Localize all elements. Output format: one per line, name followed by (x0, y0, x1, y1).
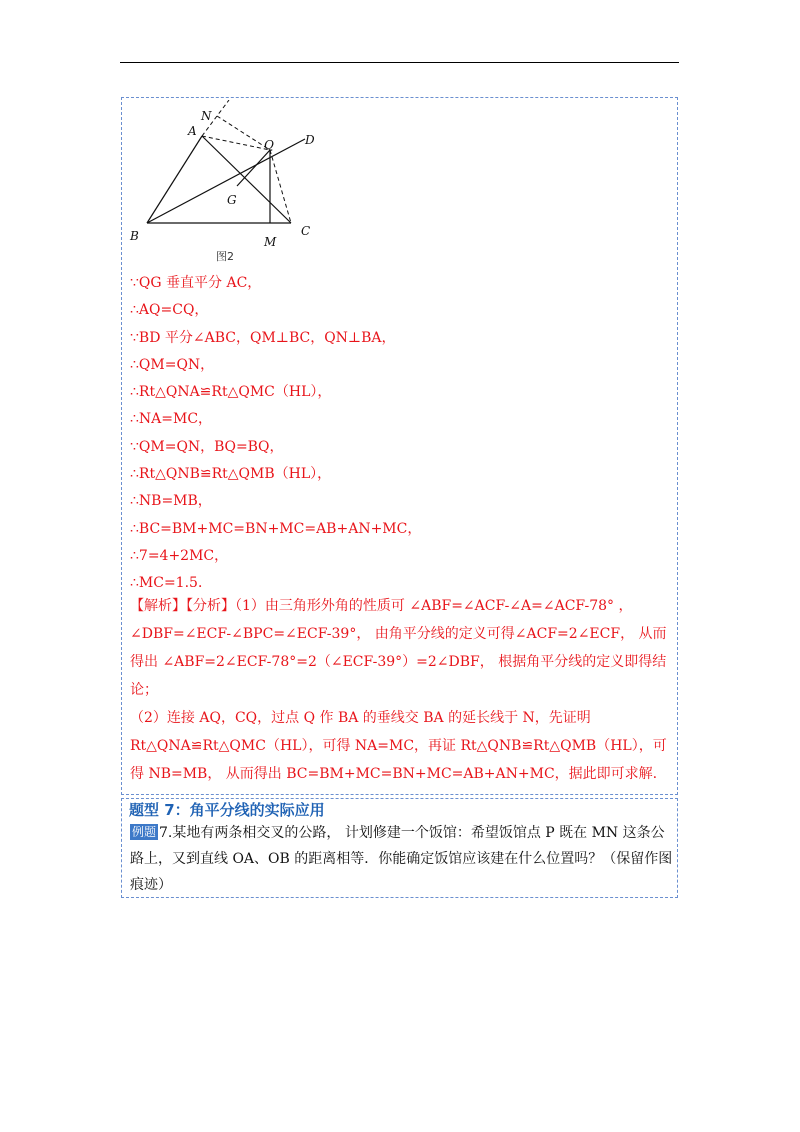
solution-line: ∴Rt△QNB≌Rt△QMB（HL）， (130, 466, 332, 483)
label-a: A (188, 124, 197, 138)
segment-ac (202, 136, 291, 223)
solution-lines (130, 270, 675, 598)
analysis-part-2: （2）连接 AQ，CQ，过点 Q 作 BA 的垂线交 BA 的延长线于 N，先证明 Rt△QNA≌Rt△QMC（HL），可得 NA=MC，再证 Rt△QNB≌Rt△QMB（HL），可得 NB=MB， 从而得出 BC=BM+MC=BN+MC=AB+AN+MC，据此即可求解. (130, 710, 667, 782)
solution-line: ∴MC=1.5． (130, 575, 212, 592)
figure-caption: 图2 (216, 250, 234, 263)
solution-line: ∴BC=BM+MC=BN+MC=AB+AN+MC， (130, 520, 422, 537)
analysis-block (130, 592, 675, 788)
solution-line: ∴NA=MC， (130, 411, 213, 428)
example-question (130, 820, 675, 898)
solution-line: ∴AQ=CQ， (130, 302, 209, 319)
section-title: 题型 7：角平分线的实际应用 (129, 801, 325, 819)
header-rule (120, 62, 679, 63)
solution-line: ∵QG 垂直平分 AC， (130, 275, 262, 291)
label-n: N (201, 109, 212, 123)
label-g: G (227, 193, 237, 207)
solution-line: ∴7=4+2MC， (130, 547, 229, 564)
example-block (130, 820, 675, 898)
solution-line: ∵QM=QN，BQ=BQ， (130, 438, 284, 455)
analysis-part-1: 【解析】【分析】（1）由三角形外角的性质可 ∠ABF=∠ACF-∠A=∠ACF-78° ， ∠DBF=∠ECF-∠BPC=∠ECF-39°， 由角平分线的定义可得∠ACF=2∠ECF， 从而得出 ∠ABF=2∠ECF-78°=2（∠ECF-39°）=2∠DBF， 根据角平分线的定义即得结论； (130, 598, 667, 698)
example-text: 7.某地有两条相交叉的公路， 计划修建一个饭馆：希望饭馆点 P 既在 MN 这条公路上，又到直线 OA、OB 的距离相等．你能确定饭馆应该建在什么位置吗？（保留作图痕迹） (130, 825, 673, 893)
solution-line: ∵BD 平分∠ABC，QM⊥BC，QN⊥BA， (130, 329, 396, 346)
geometry-figure (125, 100, 325, 268)
solution-line: ∴QM=QN， (130, 356, 215, 373)
example-badge: 例题 (132, 825, 157, 839)
solution-line: ∴NB=MB， (130, 493, 212, 510)
label-c: C (301, 224, 311, 238)
label-b: B (130, 229, 139, 243)
segment-qg (237, 150, 270, 186)
solution-line: ∴Rt△QNA≌Rt△QMC（HL）， (130, 384, 332, 401)
label-d: D (305, 133, 315, 147)
ray-bd (147, 139, 305, 223)
label-q: Q (264, 138, 274, 152)
label-m: M (264, 235, 277, 249)
segment-ba (147, 136, 202, 223)
